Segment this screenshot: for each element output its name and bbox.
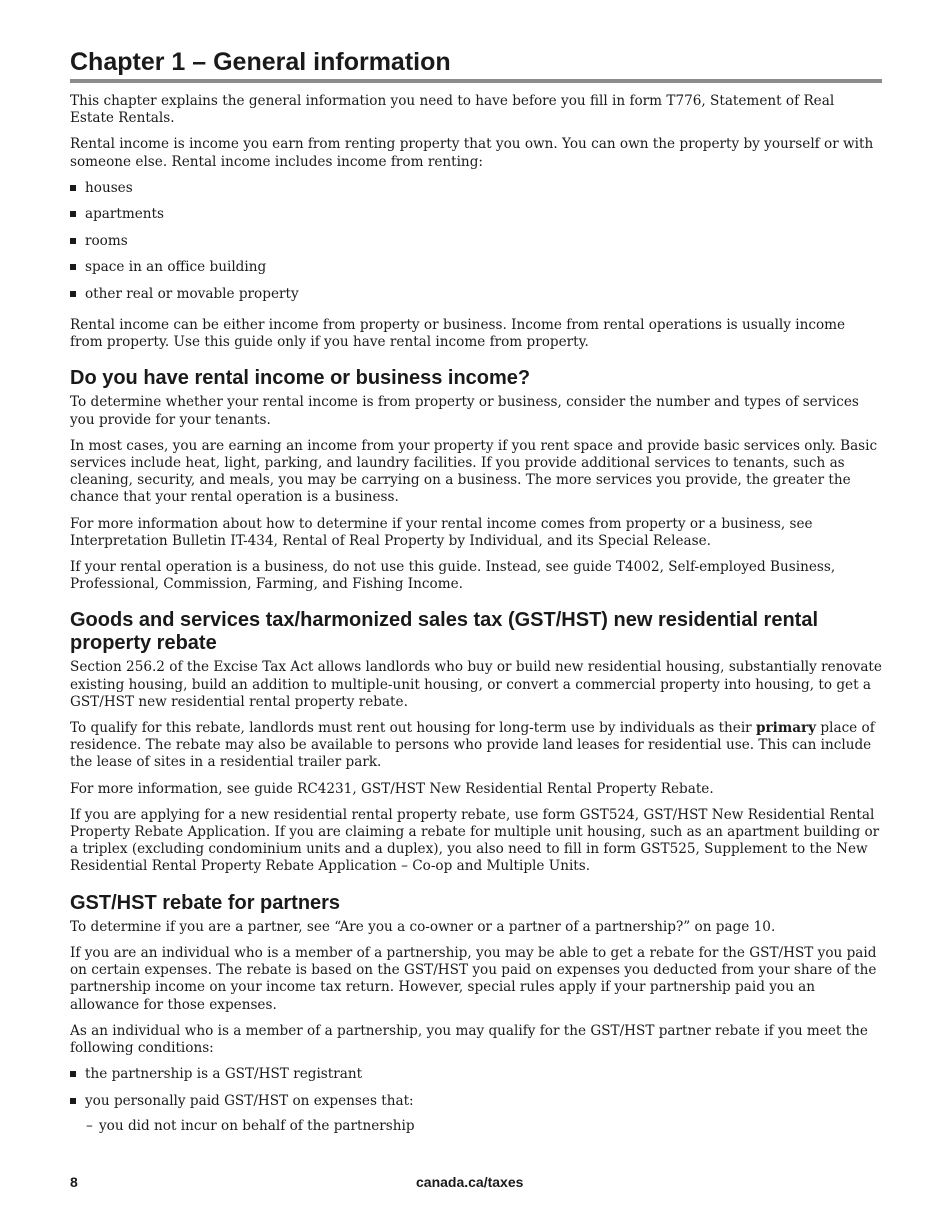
list-item: you personally paid GST/HST on expenses that: [70, 1093, 882, 1110]
section2-paragraph-2: To qualify for this rebate, landlords must rent out housing for long-term use by individuals as their primary place of residence. The rebate may also be available to persons who provide land leases for residential use. This can include the lease of sites in a residential trailer park. [70, 720, 875, 771]
list-item: apartments [70, 206, 882, 223]
dash-icon: – [86, 1118, 93, 1135]
list-item: houses [70, 180, 882, 197]
partner-conditions-list [70, 1066, 882, 1110]
intro-paragraph-3: Rental income can be either income from property or business. Income from rental operations is usually income from property. Use this guide only if you have rental income from property. [70, 317, 846, 351]
emphasis-primary: primary [756, 720, 817, 737]
section1-paragraph-4: If your rental operation is a business, do not use this guide. Instead, see guide T4002, Self-employed Business, Professional, Commission, Farming, and Fishing Income. [70, 559, 836, 593]
section1-paragraph-1: To determine whether your rental income is from property or business, consider the number and types of services you provide for your tenants. [70, 394, 859, 428]
page-footer [70, 1174, 882, 1194]
intro-paragraph-1: This chapter explains the general information you need to have before you fill in form T776, Statement of Real Estate Rentals. [70, 93, 835, 127]
section-heading-rental-or-business: Do you have rental income or business income? [70, 367, 531, 390]
section2-paragraph-3: For more information, see guide RC4231, GST/HST New Residential Rental Property Rebate. [70, 780, 714, 797]
partner-conditions-sublist [70, 1118, 882, 1135]
list-item: rooms [70, 233, 882, 250]
section-heading-partner-rebate: GST/HST rebate for partners [70, 891, 341, 914]
list-item: space in an office building [70, 259, 882, 276]
rental-income-list [70, 180, 882, 303]
section1-paragraph-2: In most cases, you are earning an income from your property if you rent space and provide basic services only. Basic services include heat, light, parking, and laundry facilities. If you provide additional services to tenants, such as cleaning, security, and meals, you may be carrying on a business. The more services you provide, the greater the chance that your rental operation is a business. [70, 437, 878, 506]
section3-paragraph-3: As an individual who is a member of a partnership, you may qualify for the GST/HST partner rebate if you meet the following conditions: [70, 1022, 868, 1056]
bullet-icon [70, 264, 76, 270]
bullet-icon [70, 238, 76, 244]
intro-paragraph-2: Rental income is income you earn from renting property that you own. You can own the property by yourself or with someone else. Rental income includes income from renting: [70, 136, 874, 170]
section3-paragraph-1: To determine if you are a partner, see “Are you a co-owner or a partner of a partnership?” on page 10. [70, 918, 776, 935]
page-number: 8 [70, 1174, 78, 1190]
list-item: other real or movable property [70, 286, 882, 303]
section1-paragraph-3: For more information about how to determine if your rental income comes from property or a business, see Interpretation Bulletin IT-434, Rental of Real Property by Individual, and its Special Release. [70, 515, 813, 549]
bullet-icon [70, 1098, 76, 1104]
section2-paragraph-4: If you are applying for a new residential rental property rebate, use form GST524, GST/HST New Residential Rental Property Rebate Application. If you are claiming a rebate for multiple unit housing, such as an apartment building or a triplex (excluding condominium units and a duplex), you also need to fill in form GST525, Supplement to the New Residential Rental Property Rebate Application – Co-op and Multiple Units. [70, 806, 880, 875]
bullet-icon [70, 291, 76, 297]
section2-paragraph-1: Section 256.2 of the Excise Tax Act allows landlords who buy or build new residential housing, substantially renovate existing housing, build an addition to multiple-unit housing, or convert a commercial property into housing, to get a GST/HST new residential rental property rebate. [70, 659, 882, 710]
list-item: – you did not incur on behalf of the partnership [86, 1118, 415, 1135]
section-heading-gst-hst-rebate: Goods and services tax/harmonized sales tax (GST/HST) new residential rental property rebate [70, 609, 819, 655]
bullet-icon [70, 211, 76, 217]
chapter-title: Chapter 1 – General information [70, 46, 882, 83]
section3-paragraph-2: If you are an individual who is a member of a partnership, you may be able to get a rebate for the GST/HST you paid on certain expenses. The rebate is based on the GST/HST you paid on expenses you deducted from your share of the partnership income on your income tax return. However, special rules apply if your partnership paid you an allowance for those expenses. [70, 944, 877, 1013]
page-content [70, 46, 882, 1145]
list-item: the partnership is a GST/HST registrant [70, 1066, 882, 1083]
bullet-icon [70, 1071, 76, 1077]
footer-url: canada.ca/taxes [416, 1174, 524, 1190]
bullet-icon [70, 185, 76, 191]
